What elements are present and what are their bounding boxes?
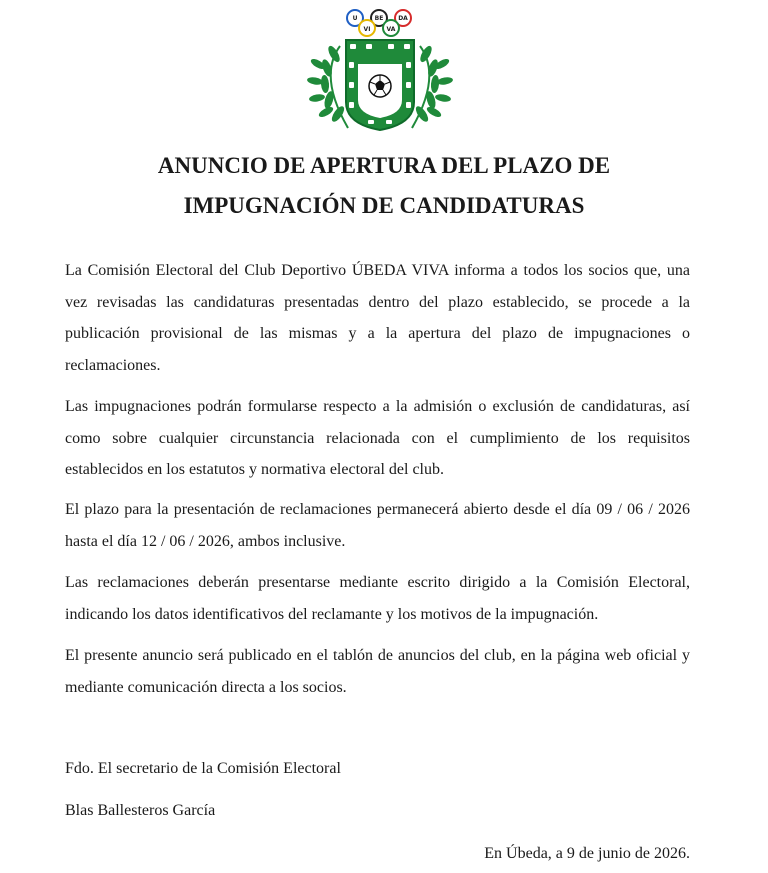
- paragraph-deadline: El plazo para la presentación de reclamaciones permanecerá abierto desde el día 09 / 06 / 2026 hasta el día 12 / 06 / 2026, ambos inclusive.: [65, 501, 690, 550]
- signature-role: Fdo. El secretario de la Comisión Electoral: [65, 760, 341, 777]
- ring-letter: DA: [398, 15, 408, 22]
- announcement-title-line-1: ANUNCIO DE APERTURA DEL PLAZO DE: [157, 153, 611, 178]
- shield-icon: [346, 40, 414, 130]
- paragraph-scope: Las impugnaciones podrán formularse respecto a la admisión o exclusión de candidaturas, así como sobre cualquier circunstancia relacionada con el cumplimiento de los requisitos establecidos en los estatutos y normativa electoral del club.: [65, 398, 690, 478]
- football-ball-icon: [369, 75, 391, 97]
- paragraph-submission: Las reclamaciones deberán presentarse mediante escrito dirigido a la Comisión Electoral, indicando los datos identificativos del reclamante y los motivos de la impugnación.: [65, 574, 690, 623]
- ring-letter: VA: [386, 26, 396, 33]
- announcement-title-line-2: IMPUGNACIÓN DE CANDIDATURAS: [183, 193, 585, 218]
- signature-name: Blas Ballesteros García: [65, 802, 216, 819]
- ring-letter: BE: [374, 15, 384, 22]
- paragraph-intro: La Comisión Electoral del Club Deportivo ÚBEDA VIVA informa a todos los socios que, una vez revisadas las candidaturas presentadas dentro del plazo establecido, se procede a la publicación provisional de las mismas y a la apertura del plazo de impugnaciones o reclamaciones.: [65, 262, 690, 374]
- ring-letter: VI: [363, 26, 371, 33]
- place-and-date: En Úbeda, a 9 de junio de 2026.: [484, 845, 690, 862]
- olympic-rings-icon: [347, 10, 411, 36]
- paragraph-publication: El presente anuncio será publicado en el tablón de anuncios del club, en la página web oficial y mediante comunicación directa a los socios.: [65, 647, 690, 696]
- ring-letter: U: [352, 15, 358, 22]
- club-crest-logo: [300, 6, 460, 134]
